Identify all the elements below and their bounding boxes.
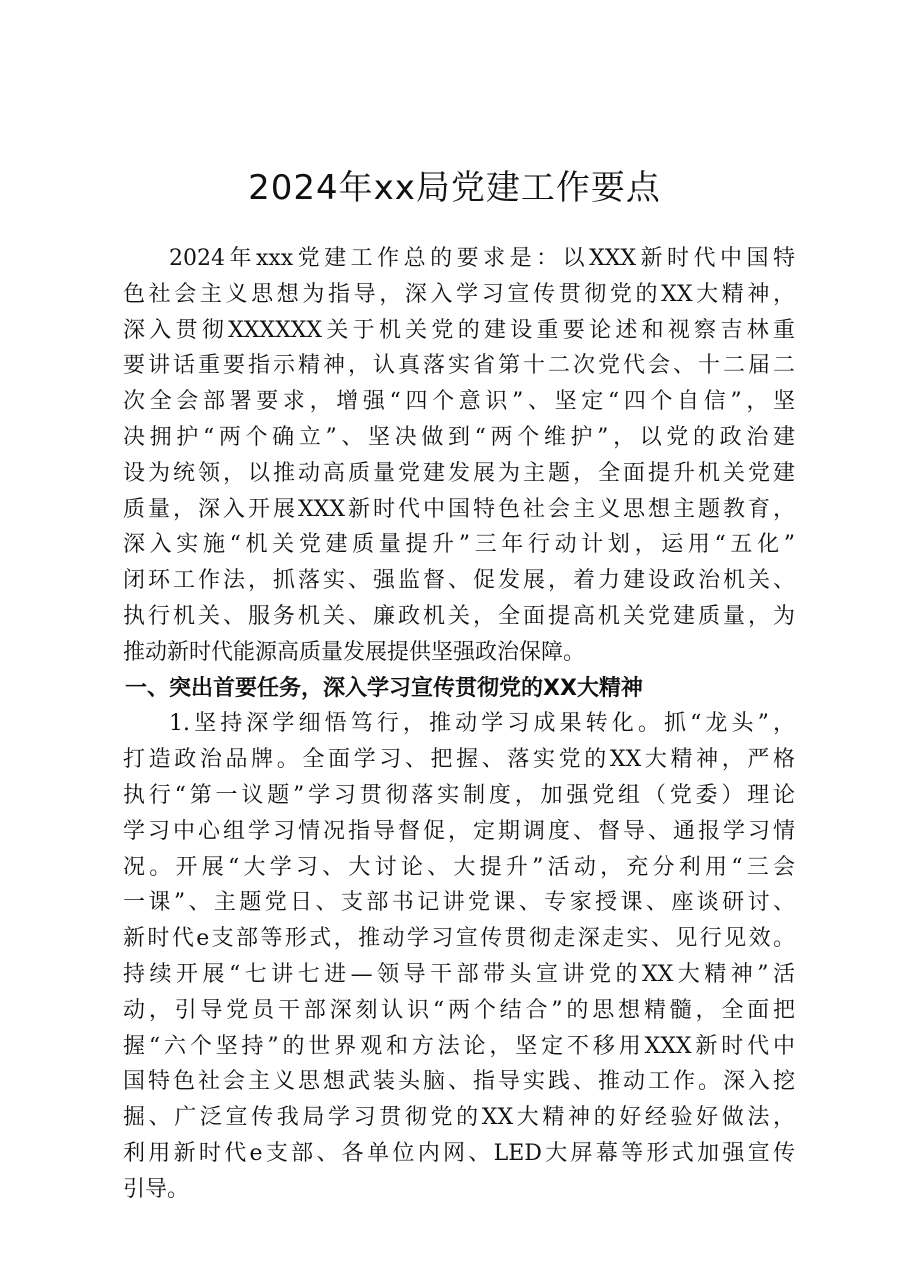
paragraph-line: 新时代e支部等形式，推动学习宣传贯彻走深走实、见行见效。 <box>123 926 795 952</box>
paragraph-line: 1.坚持深学细悟笃行，推动学习成果转化。抓“龙头”， <box>169 711 795 737</box>
paragraph-line: 深入贯彻XXXXXX关于机关党的建设重要论述和视察吉林重 <box>123 317 795 343</box>
document-title: 2024年xx局党建工作要点 <box>248 168 661 208</box>
paragraph-line: 色社会主义思想为指导，深入学习宣传贯彻党的XX大精神， <box>123 281 795 307</box>
intro-paragraph <box>123 241 795 671</box>
paragraph-line: 握“六个坚持”的世界观和方法论，坚定不移用XXX新时代中 <box>123 1033 795 1059</box>
paragraph-line: 要讲话重要指示精神，认真落实省第十二次党代会、十二届二 <box>123 353 795 379</box>
paragraph-line: 闭环工作法，抓落实、强监督、促发展，着力建设政治机关、 <box>123 568 795 594</box>
paragraph-line: 质量，深入开展XXX新时代中国特色社会主义思想主题教育， <box>123 496 795 522</box>
paragraph-line: 执行“第一议题”学习贯彻落实制度，加强党组（党委）理论 <box>123 782 795 808</box>
paragraph-line: 设为统领，以推动高质量党建发展为主题，全面提升机关党建 <box>123 460 795 486</box>
paragraph-line: 况。开展“大学习、大讨论、大提升”活动，充分利用“三会 <box>123 854 795 880</box>
paragraph-line: 深入实施“机关党建质量提升”三年行动计划，运用“五化” <box>123 532 795 558</box>
document-body <box>123 241 795 1208</box>
paragraph-line: 学习中心组学习情况指导督促，定期调度、督导、通报学习情 <box>123 818 795 844</box>
section-paragraph <box>123 706 795 1207</box>
paragraph-line: 一课”、主题党日、支部书记讲党课、专家授课、座谈研讨、 <box>123 890 795 916</box>
paragraph-line: 持续开展“七讲七进—领导干部带头宣讲党的XX大精神”活 <box>123 961 795 987</box>
paragraph-line: 利用新时代e支部、各单位内网、LED大屏幕等形式加强宣传 <box>123 1140 795 1166</box>
paragraph-line: 动，引导党员干部深刻认识“两个结合”的思想精髓，全面把 <box>123 997 795 1023</box>
paragraph-line: 执行机关、服务机关、廉政机关，全面提高机关党建质量，为 <box>123 603 795 629</box>
paragraph-line: 决拥护“两个确立”、坚决做到“两个维护”，以党的政治建 <box>123 424 795 450</box>
paragraph-line: 国特色社会主义思想武装头脑、指导实践、推动工作。深入挖 <box>123 1069 795 1095</box>
paragraph-line: 打造政治品牌。全面学习、把握、落实党的XX大精神，严格 <box>123 747 795 773</box>
paragraph-line: 掘、广泛宣传我局学习贯彻党的XX大精神的好经验好做法， <box>123 1105 795 1131</box>
paragraph-line: 推动新时代能源高质量发展提供坚强政治保障。 <box>123 639 586 665</box>
section-heading: 一、突出首要任务，深入学习宣传贯彻党的XX大精神 <box>125 675 643 701</box>
paragraph-line: 次全会部署要求，增强“四个意识”、坚定“四个自信”，坚 <box>123 389 795 415</box>
paragraph-line: 2024年xxx党建工作总的要求是：以XXX新时代中国特 <box>169 246 795 271</box>
paragraph-line: 引导。 <box>123 1176 190 1202</box>
